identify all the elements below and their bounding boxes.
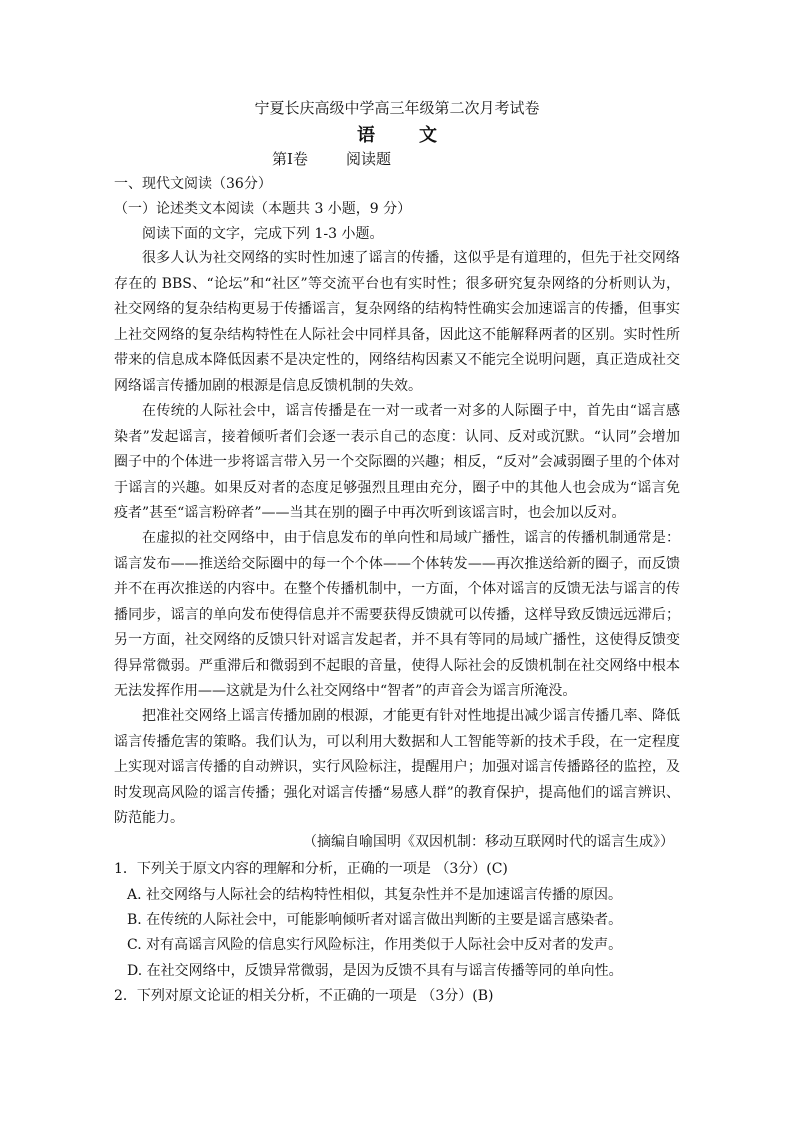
article-paragraph-3: 在虚拟的社交网络中，由于信息发布的单向性和局域广播性，谣言的传播机制通常是：谣言发布——推送给交际圈中的每一个个体——个体转发——再次推送给新的圈子，而反馈并不在再次推送的内容中。在整个传播机制中，一方面，个体对谣言的反馈无法与谣言的传播同步，谣言的单向发布使得信息并不需要获得反馈就可以传播，这样导致反馈远远滞后；另一方面，社交网络的反馈只针对谣言发起者，并不具有等同的局域广播性，这使得反馈变得异常微弱。严重滞后和微弱到不起眼的音量，使得人际社会的反馈机制在社交网络中根本无法发挥作用——这就是为什么社交网络中“智者”的声音会为谣言所淹没。 — [114, 530, 680, 699]
reading-instruction: 阅读下面的文字，完成下列 1-3 小题。 — [142, 226, 384, 242]
section-heading: 一、现代文阅读（36分） — [114, 176, 272, 192]
volume-label: 第Ⅰ卷 — [272, 150, 308, 168]
question-1-option-d: D. 在社交网络中，反馈异常微弱，是因为反馈不具有与谣言传播等同的单向性。 — [127, 963, 623, 979]
article-paragraph-1: 很多人认为社交网络的实时性加速了谣言的传播，这似乎是有道理的，但先于社交网络存在的 BBS、“论坛”和“社区”等交流平台也有实时性；很多研究复杂网络的分析则认为，社交网络的复杂结构更易于传播谣言，复杂网络的结构特性确实会加速谣言的传播，但事实上社交网络的复杂结构特性在人际社会中同样具备，因此这不能解释两者的区别。实时性所带来的信息成本降低因素不是决定性的，网络结构因素又不能完全说明问题，真正造成社交网络谣言传播加剧的根源是信息反馈机制的失效。 — [114, 250, 680, 394]
article-source: （摘编自喻国明《双因机制：移动互联网时代的谣言生成》） — [303, 834, 674, 850]
question-1-option-a: A. 社交网络与人际社会的结构特性相似，其复杂性并不是加速谣言传播的原因。 — [127, 887, 623, 903]
subject-char-2: 文 — [419, 125, 437, 146]
article-paragraph-2: 在传统的人际社会中，谣言传播是在一对一或者一对多的人际圈子中，首先由“谣言感染者”发起谣言，接着倾听者们会逐一表示自己的态度：认同、反对或沉默。“认同”会增加圈子中的个体进一步将谣言带入另一个交际圈的兴趣；相反，“反对”会减弱圈子里的个体对于谣言的兴趣。如果反对者的态度足够强烈且理由充分，圈子中的其他人也会成为“谣言免疫者”甚至“谣言粉碎者”——当其在别的圈子中再次听到该谣言时，也会加以反对。 — [114, 403, 680, 521]
subject-char-1: 语 — [357, 125, 375, 146]
question-1-option-c: C. 对有高谣言风险的信息实行风险标注，作用类似于人际社会中反对者的发声。 — [127, 937, 623, 953]
question-2-stem: 2．下列对原文论证的相关分析，不正确的一项是 （3分）(B) — [114, 988, 494, 1004]
volume-name: 阅读题 — [345, 150, 391, 168]
question-1-stem: 1．下列关于原文内容的理解和分析，正确的一项是 （3分）(C) — [114, 861, 508, 877]
subject-title — [0, 121, 794, 147]
section-subheading: （一）论述类文本阅读（本题共 3 小题，9 分） — [114, 201, 412, 217]
question-1-option-b: B. 在传统的人际社会中，可能影响倾听者对谣言做出判断的主要是谣言感染者。 — [127, 912, 623, 928]
article-paragraph-4: 把准社交网络上谣言传播加剧的根源，才能更有针对性地提出减少谣言传播几率、降低谣言传播危害的策略。我们认为，可以利用大数据和人工智能等新的技术手段，在一定程度上实现对谣言传播的自动辨识，实行风险标注，提醒用户；加强对谣言传播路径的监控，及时发现高风险的谣言传播；强化对谣言传播“易感人群”的教育保护，提高他们的谣言辨识、防范能力。 — [114, 708, 680, 826]
exam-title: 宁夏长庆高级中学高三年级第二次月考试卷 — [254, 99, 540, 117]
volume-heading — [272, 148, 391, 169]
